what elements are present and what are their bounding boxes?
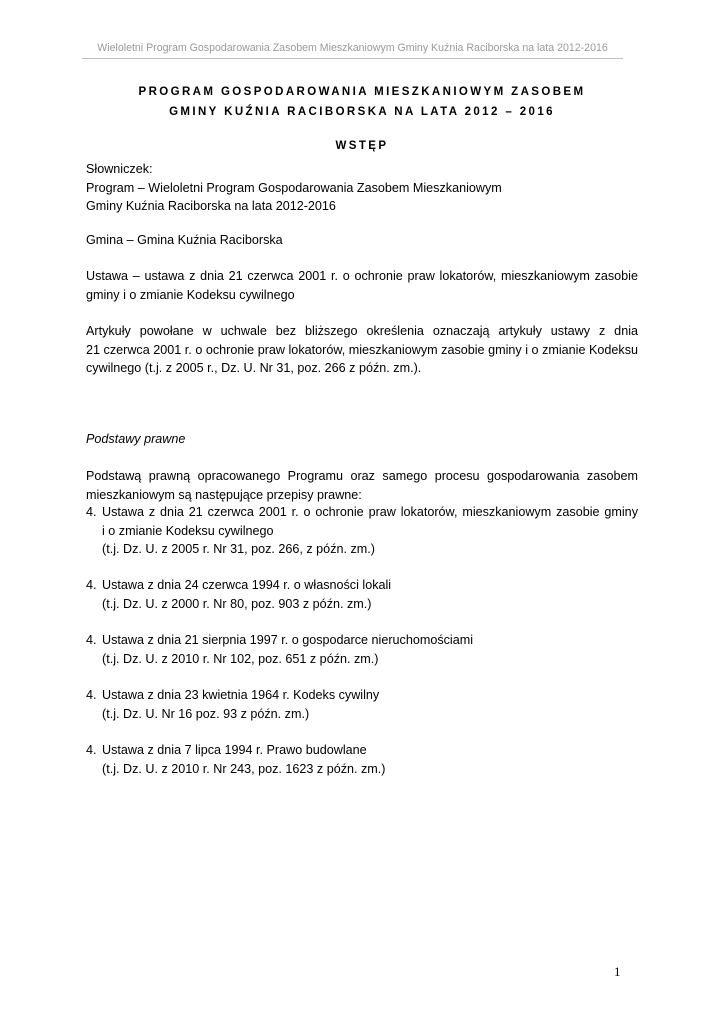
section-heading: WSTĘP: [335, 140, 389, 152]
legal-basis-intro-line-2: mieszkaniowym są następujące przepisy prawne:: [86, 487, 362, 502]
list-item-line-2: (t.j. Dz. U. z 2000 r. Nr 80, poz. 903 z późn. zm.): [102, 596, 372, 611]
legal-basis-heading: [86, 430, 638, 449]
list-item-line-2: (t.j. Dz. U. Nr 16 poz. 93 z późn. zm.): [102, 706, 310, 721]
glossary-articles: [86, 322, 638, 378]
document-title-line-2: GMINY KUŹNIA RACIBORSKA NA LATA 2012 – 2016: [169, 106, 555, 118]
glossary-ustawa-line-1: Ustawa – ustawa z dnia 21 czerwca 2001 r. o ochronie praw lokatorów, mieszkaniowym zasobie: [86, 269, 638, 283]
list-item-number: 4.: [86, 688, 97, 702]
list-item-number: 4.: [86, 578, 97, 592]
list-item: [86, 686, 638, 723]
list-item-number: 4.: [86, 633, 97, 647]
legal-basis-intro: [86, 467, 638, 504]
header-divider: [82, 58, 623, 59]
glossary-block: [86, 160, 638, 216]
list-item-line-2: i o zmianie Kodeksu cywilnego: [102, 523, 274, 538]
list-item-line-3: (t.j. Dz. U. z 2005 r. Nr 31, poz. 266, z późn. zm.): [102, 542, 375, 556]
glossary-ustawa-line-2: gminy i o zmianie Kodeksu cywilnego: [86, 287, 295, 302]
page-number: 1: [614, 964, 621, 979]
list-item: [86, 503, 638, 559]
list-item-line-1: Ustawa z dnia 21 sierpnia 1997 r. o gospodarce nieruchomościami: [102, 633, 474, 647]
glossary-articles-line-2: 21 czerwca 2001 r. o ochronie praw lokatorów, mieszkaniowym zasobie gminy i o zmianie Kodeksu: [86, 342, 638, 357]
legal-basis-intro-line-1: Podstawą prawną opracowanego Programu oraz samego procesu gospodarowania zasobem: [86, 469, 638, 483]
list-item-line-1: Ustawa z dnia 7 lipca 1994 r. Prawo budowlane: [102, 743, 367, 757]
legal-basis-heading-text: Podstawy prawne: [86, 432, 186, 446]
list-item-line-2: (t.j. Dz. U. z 2010 r. Nr 102, poz. 651 z późn. zm.): [102, 651, 379, 666]
list-item: [86, 631, 638, 668]
glossary-gmina-text: Gmina – Gmina Kuźnia Raciborska: [86, 233, 283, 247]
list-item: [86, 576, 638, 613]
list-item-line-1: Ustawa z dnia 23 kwietnia 1964 r. Kodeks cywilny: [102, 688, 380, 702]
glossary-heading: Słowniczek:: [86, 162, 153, 176]
glossary-gmina: [86, 231, 638, 250]
list-item-line-1: Ustawa z dnia 21 czerwca 2001 r. o ochronie praw lokatorów, mieszkaniowym zasobie gminy: [102, 505, 638, 519]
running-header: Wieloletni Program Gospodarowania Zasobem Mieszkaniowym Gminy Kuźnia Raciborska na lata 2012-2016: [97, 42, 608, 54]
glossary-program-line-1: Program – Wieloletni Program Gospodarowania Zasobem Mieszkaniowym: [86, 180, 502, 195]
list-item-line-2: (t.j. Dz. U. z 2010 r. Nr 243, poz. 1623 z późn. zm.): [102, 761, 386, 776]
glossary-articles-line-3: cywilnego (t.j. z 2005 r., Dz. U. Nr 31, poz. 266 z późn. zm.).: [86, 361, 422, 375]
glossary-ustawa: [86, 267, 638, 304]
list-item-number: 4.: [86, 505, 97, 519]
document-title-line-1: PROGRAM GOSPODAROWANIA MIESZKANIOWYM ZASOBEM: [138, 86, 586, 98]
list-item-number: 4.: [86, 743, 97, 757]
glossary-program-line-2: Gminy Kuźnia Raciborska na lata 2012-2016: [86, 199, 336, 213]
list-item: [86, 741, 638, 778]
glossary-articles-line-1: Artykuły powołane w uchwale bez bliższego określenia oznaczają artykuły ustawy z dnia: [86, 324, 638, 338]
list-item-line-1: Ustawa z dnia 24 czerwca 1994 r. o własności lokali: [102, 578, 392, 592]
